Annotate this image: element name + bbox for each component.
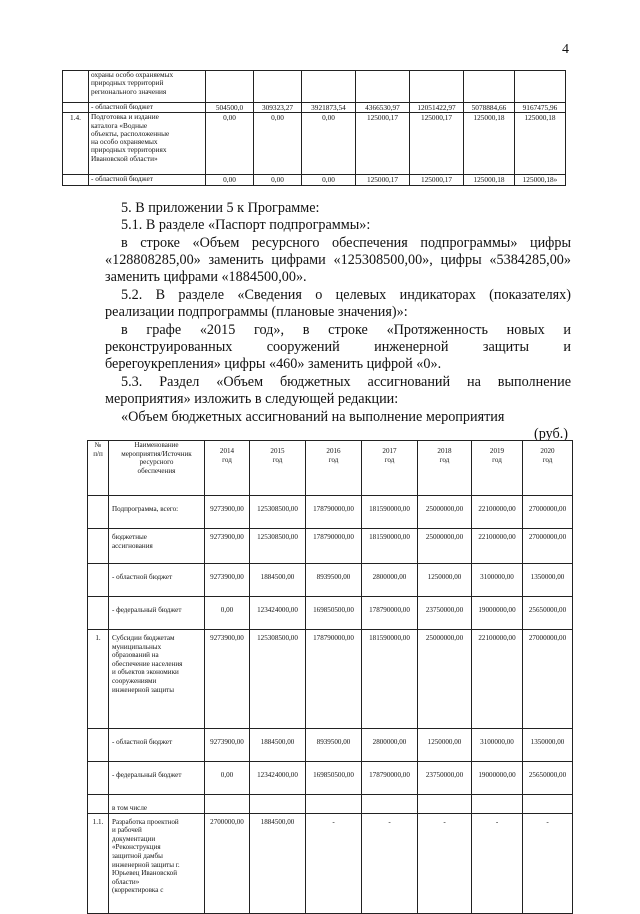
- table-header-row: [88, 441, 573, 496]
- top-table-row: [63, 175, 566, 185]
- value-cell: 22100000,00: [472, 630, 523, 729]
- paragraph-5-1-line3: заменить цифрами «1884500,00».: [105, 269, 307, 285]
- value-cell: 178790000,00: [306, 496, 362, 529]
- value-cell: 125000,18»: [515, 175, 566, 185]
- value-cell: [206, 71, 254, 103]
- value-cell: [356, 71, 410, 103]
- value-cell: 181590000,00: [362, 630, 418, 729]
- value-cell: [418, 795, 472, 814]
- value-cell: [302, 71, 356, 103]
- value-cell: 27000000,00: [523, 496, 573, 529]
- top-table-body: [63, 71, 566, 186]
- row-number: 1.4.: [63, 113, 89, 175]
- header-year: 2015 год: [250, 441, 306, 496]
- row-name: Субсидии бюджетам муниципальных образований на обеспечение населения и объектов экономики сооружениями инженерной защиты: [109, 630, 205, 729]
- value-cell: 1884500,00: [250, 729, 306, 762]
- row-name: охраны особо охраняемых природных территорий регионального значения: [89, 71, 206, 103]
- value-cell: [250, 795, 306, 814]
- value-cell: 27000000,00: [523, 529, 573, 564]
- budget-row: [88, 762, 573, 795]
- value-cell: 22100000,00: [472, 496, 523, 529]
- value-cell: 1350000,00: [523, 729, 573, 762]
- top-table-row: [63, 103, 566, 113]
- value-cell: 169850500,00: [306, 597, 362, 630]
- paragraph-graph-line2: реконструированных сооружений инженерной защиты и: [105, 339, 571, 355]
- row-number: [63, 103, 89, 113]
- budget-row: [88, 529, 573, 564]
- value-cell: [205, 795, 250, 814]
- value-cell: 25650000,00: [523, 597, 573, 630]
- value-cell: 23750000,00: [418, 597, 472, 630]
- budget-table-body: [88, 496, 573, 914]
- budget-row: [88, 795, 573, 814]
- value-cell: -: [362, 813, 418, 913]
- row-number: [88, 729, 109, 762]
- value-cell: [523, 795, 573, 814]
- row-number: [88, 529, 109, 564]
- value-cell: 23750000,00: [418, 762, 472, 795]
- value-cell: [410, 71, 464, 103]
- value-cell: 125000,17: [356, 175, 410, 185]
- row-number: 1.1.: [88, 813, 109, 913]
- budget-row: [88, 630, 573, 729]
- row-name: Подпрограмма, всего:: [109, 496, 205, 529]
- value-cell: 309323,27: [254, 103, 302, 113]
- value-cell: 1250000,00: [418, 564, 472, 597]
- value-cell: 3100000,00: [472, 729, 523, 762]
- value-cell: 178790000,00: [362, 762, 418, 795]
- value-cell: 9273900,00: [205, 564, 250, 597]
- row-name: - областной бюджет: [109, 564, 205, 597]
- value-cell: [362, 795, 418, 814]
- value-cell: [254, 71, 302, 103]
- value-cell: [306, 795, 362, 814]
- value-cell: 0,00: [205, 762, 250, 795]
- paragraph-5-2-line2: реализации подпрограммы (плановые значения)»:: [105, 304, 408, 320]
- value-cell: 125000,17: [356, 113, 410, 175]
- top-table: [62, 70, 566, 186]
- value-cell: 1884500,00: [250, 564, 306, 597]
- value-cell: 1350000,00: [523, 564, 573, 597]
- value-cell: 9273900,00: [205, 496, 250, 529]
- value-cell: 9273900,00: [205, 529, 250, 564]
- value-cell: 22100000,00: [472, 529, 523, 564]
- budget-row: [88, 597, 573, 630]
- value-cell: 181590000,00: [362, 529, 418, 564]
- value-cell: -: [306, 813, 362, 913]
- value-cell: 125308500,00: [250, 630, 306, 729]
- page-number: 4: [562, 42, 569, 57]
- value-cell: 25000000,00: [418, 630, 472, 729]
- row-number: [88, 762, 109, 795]
- value-cell: 178790000,00: [306, 529, 362, 564]
- value-cell: [472, 795, 523, 814]
- value-cell: 0,00: [302, 113, 356, 175]
- value-cell: -: [523, 813, 573, 913]
- value-cell: 0,00: [254, 113, 302, 175]
- value-cell: 0,00: [206, 113, 254, 175]
- row-number: [88, 564, 109, 597]
- row-name: бюджетные ассигнования: [109, 529, 205, 564]
- paragraph-5-1-line1: в строке «Объем ресурсного обеспечения подпрограммы» цифры: [121, 235, 571, 251]
- row-number: [63, 71, 89, 103]
- value-cell: 178790000,00: [362, 597, 418, 630]
- value-cell: 0,00: [254, 175, 302, 185]
- value-cell: 9167475,96: [515, 103, 566, 113]
- header-year: 2017 год: [362, 441, 418, 496]
- value-cell: 181590000,00: [362, 496, 418, 529]
- row-number: [88, 795, 109, 814]
- value-cell: 2800000,00: [362, 564, 418, 597]
- row-number: [88, 496, 109, 529]
- value-cell: 125000,18: [464, 175, 515, 185]
- value-cell: -: [418, 813, 472, 913]
- value-cell: -: [472, 813, 523, 913]
- value-cell: 125308500,00: [250, 529, 306, 564]
- value-cell: 125000,17: [410, 175, 464, 185]
- header-num: № п/п: [88, 441, 109, 496]
- unit-label: (руб.): [534, 426, 569, 442]
- header-year: 2018 год: [418, 441, 472, 496]
- budget-row: [88, 564, 573, 597]
- value-cell: 3921873,54: [302, 103, 356, 113]
- value-cell: 1250000,00: [418, 729, 472, 762]
- value-cell: [464, 71, 515, 103]
- value-cell: 4366530,97: [356, 103, 410, 113]
- value-cell: 2700000,00: [205, 813, 250, 913]
- paragraph-5-1-line2: «128808285,00» заменить цифрами «125308500,00», цифры «5384285,00»: [105, 252, 571, 268]
- paragraph-5-1: 5.1. В разделе «Паспорт подпрограммы»:: [121, 217, 371, 233]
- paragraph-5-3-line2: мероприятия» изложить в следующей редакции:: [105, 391, 399, 407]
- value-cell: 19000000,00: [472, 597, 523, 630]
- value-cell: 178790000,00: [306, 630, 362, 729]
- value-cell: 123424000,00: [250, 597, 306, 630]
- row-name: Разработка проектной и рабочей документации «Реконструкция защитной дамбы инженерной защиты г. Юрьевец Ивановской области» (корректировка с: [109, 813, 205, 913]
- value-cell: 9273900,00: [205, 729, 250, 762]
- row-name: - федеральный бюджет: [109, 762, 205, 795]
- value-cell: 125308500,00: [250, 496, 306, 529]
- value-cell: 25000000,00: [418, 529, 472, 564]
- value-cell: 5078884,66: [464, 103, 515, 113]
- row-number: 1.: [88, 630, 109, 729]
- header-name: Наименование мероприятия/Источник ресурсного обеспечения: [109, 441, 205, 496]
- value-cell: 125000,17: [410, 113, 464, 175]
- value-cell: 27000000,00: [523, 630, 573, 729]
- value-cell: 25650000,00: [523, 762, 573, 795]
- header-year: 2014 год: [205, 441, 250, 496]
- value-cell: 169850500,00: [306, 762, 362, 795]
- value-cell: 1884500,00: [250, 813, 306, 913]
- value-cell: 123424000,00: [250, 762, 306, 795]
- paragraph-5: 5. В приложении 5 к Программе:: [121, 200, 320, 216]
- value-cell: 0,00: [206, 175, 254, 185]
- top-table-row: [63, 113, 566, 175]
- row-name: в том числе: [109, 795, 205, 814]
- value-cell: 3100000,00: [472, 564, 523, 597]
- value-cell: 25000000,00: [418, 496, 472, 529]
- value-cell: 0,00: [302, 175, 356, 185]
- paragraph-graph-line1: в графе «2015 год», в строке «Протяженность новых и: [121, 322, 571, 338]
- budget-row: [88, 813, 573, 913]
- table-caption: «Объем бюджетных ассигнований на выполнение мероприятия: [121, 409, 505, 425]
- value-cell: 19000000,00: [472, 762, 523, 795]
- header-year: 2016 год: [306, 441, 362, 496]
- row-number: [63, 175, 89, 185]
- row-name: - областной бюджет: [89, 175, 206, 185]
- value-cell: 0,00: [205, 597, 250, 630]
- header-year: 2020 год: [523, 441, 573, 496]
- value-cell: 504500,0: [206, 103, 254, 113]
- budget-row: [88, 496, 573, 529]
- value-cell: 2800000,00: [362, 729, 418, 762]
- row-name: - областной бюджет: [89, 103, 206, 113]
- value-cell: 9273900,00: [205, 630, 250, 729]
- value-cell: 8939500,00: [306, 564, 362, 597]
- paragraph-5-2-line1: 5.2. В разделе «Сведения о целевых индикаторах (показателях): [121, 287, 571, 303]
- budget-table: [87, 440, 573, 914]
- value-cell: 125000,18: [515, 113, 566, 175]
- header-year: 2019 год: [472, 441, 523, 496]
- value-cell: 8939500,00: [306, 729, 362, 762]
- value-cell: 125000,18: [464, 113, 515, 175]
- paragraph-graph-line3: берегоукрепления» цифры «460» заменить цифрой «0».: [105, 356, 442, 372]
- row-name: - областной бюджет: [109, 729, 205, 762]
- value-cell: [515, 71, 566, 103]
- paragraph-5-3-line1: 5.3. Раздел «Объем бюджетных ассигнований на выполнение: [121, 374, 571, 390]
- row-number: [88, 597, 109, 630]
- row-name: Подготовка и издание каталога «Водные объекты, расположенные на особо охраняемых природных территориях Ивановской области»: [89, 113, 206, 175]
- row-name: - федеральный бюджет: [109, 597, 205, 630]
- top-table-row: [63, 71, 566, 103]
- value-cell: 12051422,97: [410, 103, 464, 113]
- budget-row: [88, 729, 573, 762]
